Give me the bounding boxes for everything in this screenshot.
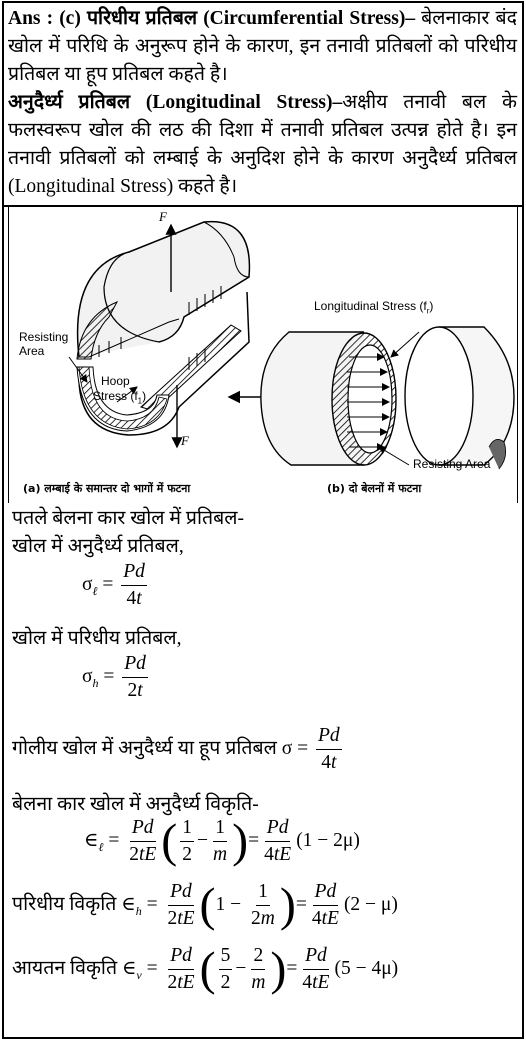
formula-longitudinal-strain-label: बेलना कार खोल में अनुदैर्ध्य विकृति- <box>12 794 259 815</box>
resisting-label: Resisting <box>19 330 69 344</box>
resisting-area-label: Resisting Area <box>413 457 491 471</box>
formula-longitudinal-strain: $\in_\ell$ = $\frac{Pd}{2tE}$ ( $\frac{1}{2}$ − $\frac{1}{m}$ )= $\frac{Pd}{4tE}$ (1 − 2μ) <box>84 814 360 868</box>
force-label-top: F <box>159 209 167 224</box>
area-label: Area <box>19 344 45 358</box>
answer-page <box>2 1 524 1039</box>
answer-prefix: Ans : (c) <box>8 8 81 29</box>
formula-intro: पतले बेलना कार खोल में प्रतिबल- <box>12 508 245 529</box>
stress-figure <box>8 207 518 503</box>
heading-circumferential: परिधीय प्रतिबल (Circumferential Stress)– <box>86 8 416 29</box>
force-label-bottom: F <box>181 433 189 448</box>
paragraph-longitudinal <box>8 89 517 201</box>
caption-a: (a) लम्बाई के समान्तर दो भागों में फटना <box>23 482 191 495</box>
formula-sigma-h: $\sigma_h$ = $\frac{Pd}{2t}$ <box>82 653 146 701</box>
answer-text-box <box>4 3 522 207</box>
hoop-label: Hoop <box>101 374 130 388</box>
formula-sigma-l: $\sigma_\ell$ = $\frac{Pd}{4t}$ <box>82 561 145 609</box>
hoop-stress-diagram <box>69 222 249 447</box>
paragraph-circumferential <box>8 5 517 89</box>
formula-section <box>4 503 522 1003</box>
text-circumferential: बेलनाकार बंद खोल में परिधि के अनुरूप होने के कारण, इन तनावी प्रतिबलों को परिधीय प्रतिबल या हूप प्रतिबल कहते है। <box>8 8 517 85</box>
formula-volumetric-strain: आयतन विकृति $\in_v$ = $\frac{Pd}{2tE}$ ( $\frac{5}{2}$ − $\frac{2}{m}$ )= $\frac{Pd}{4tE}$ (5 − 4μ) <box>12 942 399 996</box>
longitudinal-stress-diagram <box>229 327 514 469</box>
longitudinal-stress-label: Longitudinal Stress $(f_r)$ <box>314 299 434 316</box>
formula-spherical: गोलीय खोल में अनुदैर्ध्य या हूप प्रतिबल σ = $\frac{Pd}{4t}$ <box>12 725 340 773</box>
formula-hoop-strain: परिधीय विकृति $\in_h$ = $\frac{Pd}{2tE}$ (1 − $\frac{1}{2m}$ )= $\frac{Pd}{4tE}$ (2 − μ) <box>12 878 398 932</box>
caption-b: (b) दो बेलनों में फटना <box>327 482 422 495</box>
heading-longitudinal: अनुदैर्ध्य प्रतिबल (Longitudinal Stress)– <box>8 92 343 113</box>
formula-longitudinal-label: खोल में अनुदैर्ध्य प्रतिबल, <box>12 536 184 557</box>
text-longitudinal: अक्षीय तनावी बल के फलस्वरूप खोल की लठ की दिशा में तनावी प्रतिबल उत्पन्न होते है। इन तनावी प्रतिबलों को लम्बाई के अनुदिश होने के कारण अनुदैर्ध्य प्रतिबल (Longitudinal Stress) कहते है। <box>8 92 517 197</box>
hoop-stress-label: Stress $(f_1)$ <box>93 389 147 406</box>
formula-hoop-label: खोल में परिधीय प्रतिबल, <box>12 628 182 649</box>
